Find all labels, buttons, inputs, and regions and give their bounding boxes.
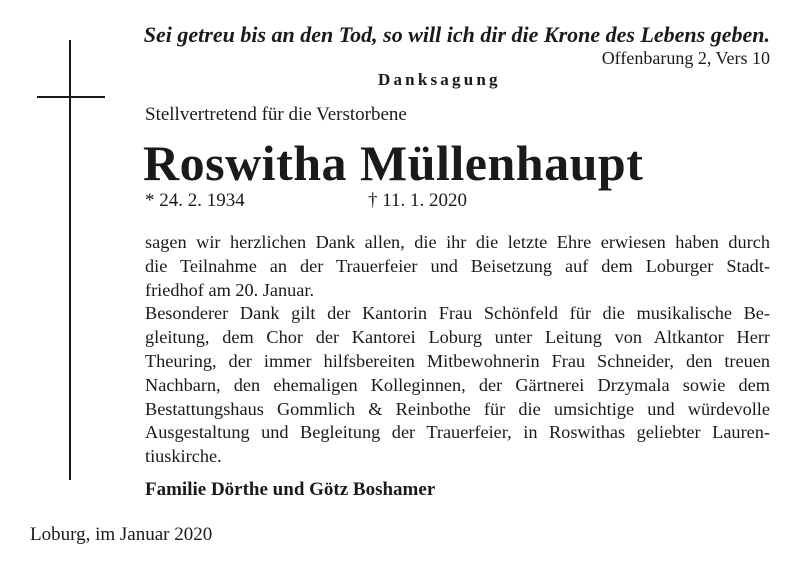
body-line: Nachbarn, den ehemaligen Kolleginnen, der Gärtnerei Drzymala sowie dem xyxy=(145,374,770,395)
signature: Familie Dörthe und Götz Boshamer xyxy=(145,479,436,500)
subtitle: Stellvertretend für die Verstorbene xyxy=(145,104,407,125)
verse-reference: Offenbarung 2, Vers 10 xyxy=(601,48,770,68)
body-line: tiuskirche. xyxy=(145,446,222,467)
cross-icon xyxy=(69,40,71,480)
death-date: † 11. 1. 2020 xyxy=(368,190,468,211)
deceased-name: Roswitha Müllenhaupt xyxy=(143,135,644,191)
body-line: gleitung, dem Chor der Kantorei Loburg unter Leitung von Altkantor Herr xyxy=(145,327,770,348)
body-line: Besonderer Dank gilt der Kantorin Frau Schönfeld für die musikalische Be- xyxy=(145,303,770,324)
heading: Danksagung xyxy=(378,70,501,89)
body-line: die Teilnahme an der Trauerfeier und Beisetzung auf dem Loburger Stadt- xyxy=(145,255,770,276)
birth-date: * 24. 2. 1934 xyxy=(145,190,245,211)
body-line: Bestattungshaus Gommlich & Reinbothe für die umsichtige und würdevolle xyxy=(145,398,770,419)
cross-icon-bar xyxy=(37,96,105,98)
bible-verse: Sei getreu bis an den Tod, so will ich dir die Krone des Lebens geben. xyxy=(143,22,770,47)
body-line: sagen wir herzlichen Dank allen, die ihr die letzte Ehre erwiesen haben durch xyxy=(145,232,770,252)
place-date: Loburg, im Januar 2020 xyxy=(30,524,213,545)
body-line: Theuring, der immer hilfsbereiten Mitbewohnerin Frau Schneider, den treuen xyxy=(145,350,770,371)
body-line: friedhof am 20. Januar. xyxy=(145,279,315,300)
thank-you-text xyxy=(145,231,770,469)
body-line: Ausgestaltung und Begleitung der Trauerfeier, in Roswithas geliebter Lauren- xyxy=(145,422,770,443)
